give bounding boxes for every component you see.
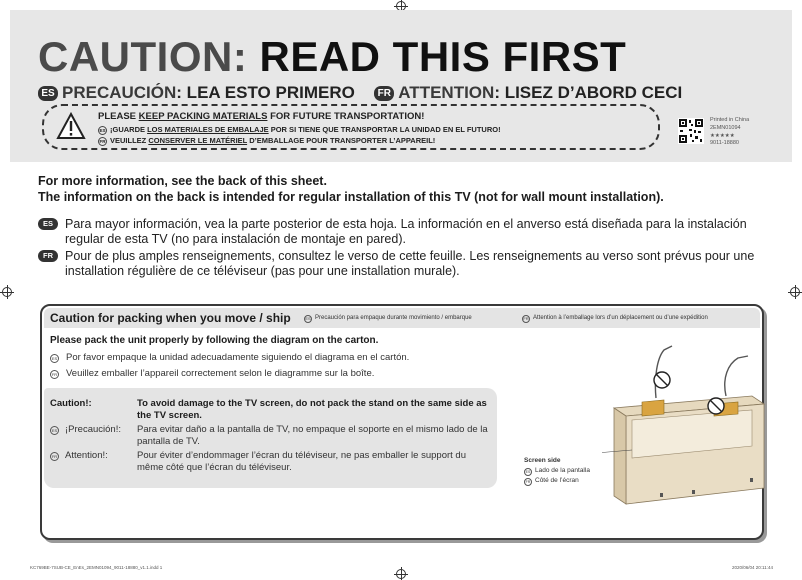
fr-circle-icon: FR [99, 139, 106, 144]
packing-title-fr: FR Attention à l’emballage lors d’un déplacement ou d’une expédition [523, 315, 708, 321]
stand-caution-box [44, 388, 497, 488]
page-title [38, 33, 627, 80]
fr-circle-icon: FR [525, 480, 531, 484]
fr-title-part2: : LISEZ D’ABORD CECI [494, 83, 683, 102]
es-badge: ES [38, 86, 58, 101]
fr-badge: FR [38, 250, 58, 262]
es-title-part1: PRECAUCIÓN [62, 83, 177, 102]
footer-timestamp: 2020/06/04 20:11:44 [732, 565, 773, 570]
pack-instruction-en: Please pack the unit properly by following the diagram on the carton. [50, 335, 379, 346]
info-spanish [38, 217, 785, 246]
es-badge: ES [38, 218, 58, 230]
fr-circle-icon: FR [51, 372, 58, 377]
pack-instruction-es: ES Por favor empaque la unidad adecuadamente siguiendo el diagrama en el cartón. [51, 352, 410, 363]
warning-text-es: ES ¡GUARDE LOS MATERIALES DE EMBALAJE POR SI TIENE QUE TRANSPORTAR LA UNIDAD EN EL FUTURO! [99, 125, 501, 134]
warning-text-en: PLEASE KEEP PACKING MATERIALS FOR FUTURE TRANSPORTATION! [98, 111, 425, 122]
info-french [38, 249, 785, 278]
caution-label-es: ES ¡Precaución!: [51, 424, 121, 435]
info-english [38, 173, 664, 205]
es-circle-icon: ES [305, 316, 311, 321]
es-circle-icon: ES [51, 428, 58, 433]
fr-title-part1: ATTENTION [398, 83, 495, 102]
caution-text-en: To avoid damage to the TV screen, do not pack the stand on the same side as the TV screen. [137, 398, 487, 421]
title-read-this-first: READ THIS FIRST [259, 33, 627, 80]
keep-packing-warning [42, 104, 660, 150]
packing-title-es: ES Precaución para empaque durante movimiento / embarque [305, 315, 472, 321]
registration-mark-right [790, 287, 800, 297]
pack-instruction-fr: FR Veuillez emballer l’appareil correctement selon le diagramme sur la boîte. [51, 368, 375, 379]
info-en-line2: The information on the back is intended for regular installation of this TV (not for wall mount installation). [38, 190, 664, 204]
title-caution: CAUTION: [38, 33, 248, 80]
fr-badge: FR [374, 86, 394, 101]
info-es-text: Para mayor información, vea la parte posterior de esta hoja. La información en el anverso está diseñada para la instalación regular de esta TV (no para instalación de montaje en pared). [65, 217, 747, 246]
screen-side-en: Screen side [524, 457, 561, 464]
screen-side-es: ES Lado de la pantalla [525, 467, 590, 474]
header-band [10, 10, 792, 162]
subtitle-translations [38, 83, 682, 103]
footer-file-slug: KC769BE-7SUB-CE_EnEs_2EMN01094_9011-18880_v1.1.indd 1 [30, 565, 163, 570]
screen-side-legend [524, 456, 590, 486]
fr-circle-icon: FR [51, 454, 58, 459]
packing-header [44, 308, 760, 328]
caution-text-fr: Pour éviter d’endommager l’écran du téléviseur, ne pas emballer le support du même côté que l’écran du téléviseur. [137, 450, 466, 473]
caution-text-es: Para evitar daño a la pantalla de TV, no empaque el soporte en el mismo lado de la pantalla de TV. [137, 424, 488, 447]
info-fr-text: Pour de plus amples renseignements, consultez le verso de cette feuille. Les renseignements au verso sont prévus pour une installation régulière de ce téléviseur (pas pour une installation murale). [65, 249, 755, 278]
printed-info: Printed in China 2EMN01094 ★★★★★ 9011-18880 [710, 117, 750, 147]
caution-label-en: Caution!: [50, 398, 92, 409]
registration-mark-bottom [396, 569, 406, 579]
screen-side-fr: FR Côté de l’écran [525, 477, 579, 484]
caution-label-fr: FR Attention!: [51, 450, 108, 461]
warning-triangle-icon [56, 112, 86, 140]
packing-title: Caution for packing when you move / ship [50, 311, 291, 325]
registration-mark-left [2, 287, 12, 297]
info-en-line1: For more information, see the back of this sheet. [38, 174, 327, 188]
prohibited-icon-left [654, 372, 670, 388]
qr-code-icon [678, 118, 704, 144]
fr-circle-icon: FR [523, 316, 529, 321]
warning-text-fr: FR VEUILLEZ CONSERVER LE MATÉRIEL D’EMBALLAGE POUR TRANSPORTER L’APPAREIL! [99, 136, 436, 145]
es-circle-icon: ES [525, 470, 531, 474]
prohibited-icon-right [708, 398, 724, 414]
es-title-part2: : LEA ESTO PRIMERO [176, 83, 355, 102]
carton-packing-diagram [602, 328, 772, 518]
es-circle-icon: ES [51, 356, 58, 361]
packing-caution-box [40, 304, 764, 540]
es-circle-icon: ES [99, 128, 106, 133]
